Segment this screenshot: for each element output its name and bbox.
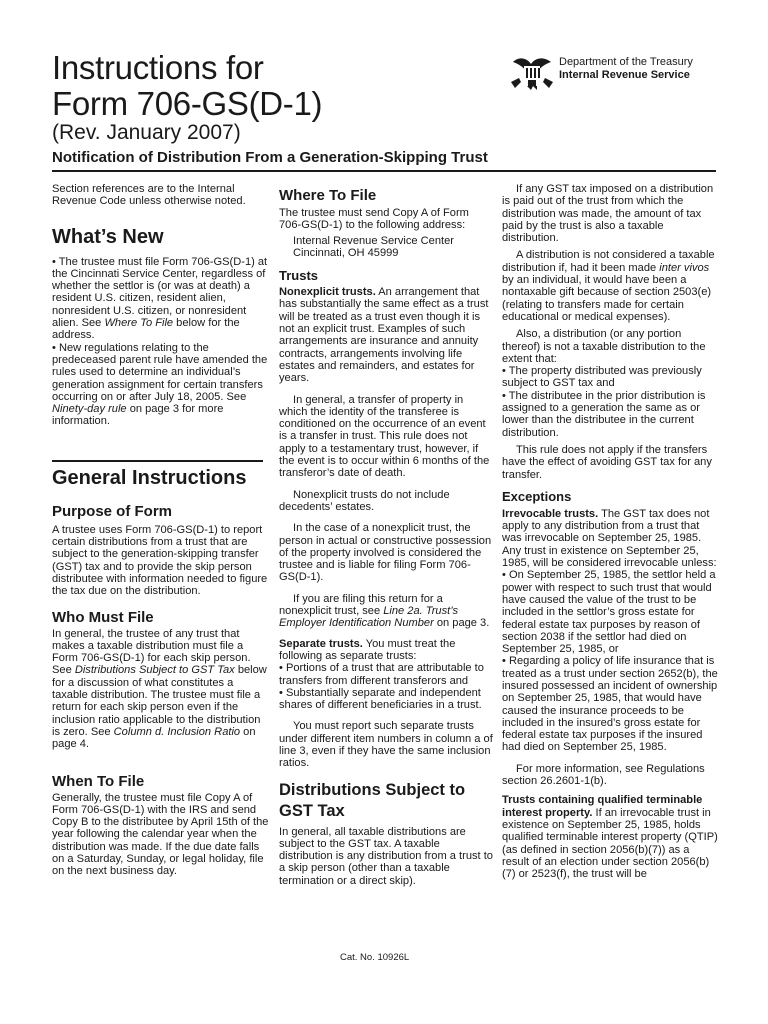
whats-new-item-2: • New regulations relating to the predeceased parent rule have amended the rules used to determine an individual’s generation assignment for certain transfers occurring on or after July 18, 2005. See Ninety-day rule on page 3 for more information. bbox=[52, 341, 268, 428]
purpose-heading: Purpose of Form bbox=[52, 502, 173, 520]
when-to-file-text: Generally, the trustee must file Copy A of Form 706-GS(D-1) with the IRS and send Copy B to the distributee by April 15th of the year following the calendar year when the distribution was made. If the due date falls on a Saturday, Sunday, or legal holiday, file on the next business day. bbox=[52, 791, 269, 878]
distributions-subject-text: In general, all taxable distributions are subject to the GST tax. A taxable distribution is any distribution from a trust to a skip person (other than a taxable termination or a direct skip). bbox=[279, 825, 493, 887]
address-line-1: Internal Revenue Service Center bbox=[293, 234, 454, 247]
exceptions-heading: Exceptions bbox=[502, 488, 572, 504]
more-information-text: For more information, see Regulations section 26.2601-1(b). bbox=[502, 762, 705, 788]
column-middle bbox=[279, 187, 494, 887]
not-taxable-distribution-text: A distribution is not considered a taxable distribution if, had it been made inter vivos by an individual, it would have been a nontaxable gift because of section 2503(e) (relating to transfers made for certain educational or medical expenses). bbox=[502, 249, 715, 323]
column-left bbox=[52, 183, 269, 878]
intro-text: Section references are to the Internal Revenue Code unless otherwise noted. bbox=[52, 183, 246, 208]
form-subtitle: Notification of Distribution From a Generation-Skipping Trust bbox=[52, 149, 488, 166]
general-instructions-heading: General Instructions bbox=[52, 466, 247, 489]
address-line-2: Cincinnati, OH 45999 bbox=[293, 246, 399, 259]
where-to-file-text: The trustee must send Copy A of Form 706-GS(D-1) to the following address: bbox=[279, 207, 469, 232]
column-right bbox=[502, 183, 718, 880]
irs-eagle-logo-icon bbox=[509, 52, 555, 92]
page-title-line2: Form 706-GS(D-1) bbox=[52, 85, 323, 122]
irrevocable-trusts-text: Irrevocable trusts. The GST tax does not apply to any distribution from a trust that was irrevocable on September 25, 1985. Any trust in existence on September 25, 1985, will be considered irrevocable unless: bbox=[502, 507, 717, 570]
nonexplicit-trusts-text: Nonexplicit trusts. An arrangement that has substantially the same effect as a trust will be treated as a trust even though it is not an explicit trust. Examples of such arrangements are insurance and annuity contracts, arrangements involving life estates and remainders, and estates for years. bbox=[279, 286, 489, 385]
whats-new-item-1: • The trustee must file Form 706-GS(D-1) at the Cincinnati Service Center, regardless of whether the settlor is (or was at death) a resident U.S. citizen, resident alien, nonresident U.S. citizen, or nonresident alien. See Where To File below for the address. bbox=[52, 255, 268, 342]
separate-trusts-text: Separate trusts. You must treat the following as separate trusts: bbox=[279, 637, 456, 662]
separate-trusts-item-1: • Portions of a trust that are attributable to transfers from different transferors and bbox=[279, 662, 484, 687]
qtip-trusts-text: Trusts containing qualified terminable interest property. If an irrevocable trust in existence on September 25, 1985, holds qualified terminable interest property (QTIP) (as defined in section 2056(b)(7)) as a result of an election under section 2056(b)(7) or 2523(f), the trust will be bbox=[502, 794, 718, 881]
when-to-file-heading: When To File bbox=[52, 772, 145, 790]
rule-not-apply-text: This rule does not apply if the transfers have the effect of avoiding GST tax for any transfer. bbox=[502, 443, 712, 481]
revision-date: (Rev. January 2007) bbox=[52, 121, 241, 144]
department-name: Department of the Treasury bbox=[559, 56, 693, 68]
exceptions-item-1: • On September 25, 1985, the settlor held a power with respect to such trust that would have caused the value of the trust to be included in the settlor’s gross estate for federal estate tax purposes by reason of section 2038 if the settlor had died on September 25, 1985, or bbox=[502, 569, 716, 656]
where-to-file-heading: Where To File bbox=[279, 187, 377, 204]
decedents-estates-text: Nonexplicit trusts do not include decedents’ estates. bbox=[279, 488, 450, 513]
separate-trusts-report-text: You must report such separate trusts under different item numbers in column a of line 3, even if they have the same inclusion ratios. bbox=[279, 720, 493, 770]
also-item-1: • The property distributed was previously subject to GST tax and bbox=[502, 365, 702, 390]
purpose-text: A trustee uses Form 706-GS(D-1) to report certain distributions from a trust that are subject to the generation-skipping transfer (GST) tax and to provide the skip person distributee with information needed to figure the tax due on the distribution. bbox=[52, 523, 268, 598]
also-distribution-text: Also, a distribution (or any portion thereof) is not a taxable distribution to the extent that: bbox=[502, 328, 706, 365]
exceptions-item-2: • Regarding a policy of life insurance that is treated as a trust under section 2652(b), the insured possessed an incident of ownership on September 25, 1985, that would have caused the insurance proceeds to be included in the insured’s gross estate for federal estate tax purposes if the insured had died on September 25, 1985. bbox=[502, 655, 718, 754]
header-divider bbox=[52, 170, 716, 172]
catalog-number: Cat. No. 10926L bbox=[340, 952, 410, 963]
distributions-subject-heading: Distributions Subject to GST Tax bbox=[279, 780, 466, 820]
gst-tax-imposed-text: If any GST tax imposed on a distribution is paid out of the trust from which the distribution was made, the amount of tax paid by the trust is also a taxable distribution. bbox=[502, 183, 714, 245]
also-item-2: • The distributee in the prior distribution is assigned to a generation the same as or lower than the distributee in the current distribution. bbox=[502, 389, 706, 439]
agency-name: Internal Revenue Service bbox=[559, 69, 690, 81]
separate-trusts-item-2: • Substantially separate and independent shares of different beneficiaries in a trust. bbox=[279, 686, 482, 712]
trusts-heading: Trusts bbox=[279, 268, 319, 284]
who-must-file-heading: Who Must File bbox=[52, 608, 154, 626]
whats-new-heading: What’s New bbox=[52, 225, 164, 248]
filing-nonexplicit-text: If you are filing this return for a nonexplicit trust, see Line 2a. Trust’s Employer Identification Number on page 3. bbox=[279, 592, 490, 630]
transfer-in-trust-text: In general, a transfer of property in which the identity of the transferee is conditioned on the occurrence of an event is a transfer in trust. This rule does not apply to a testamentary trust, however, if the event is to occur within 6 months of the transferor’s date of death. bbox=[279, 393, 490, 480]
possession-text: In the case of a nonexplicit trust, the person in actual or constructive possession of the property involved is considered the trustee and is liable for filing Form 706-GS(D-1). bbox=[279, 522, 492, 584]
page-title-line1: Instructions for bbox=[52, 49, 264, 86]
who-must-file-text: In general, the trustee of any trust that makes a taxable distribution must file a Form 706-GS(D-1) for each skip person. See Distributions Subject to GST Tax below for a discussion of what constitutes a taxable distribution. The trustee must file a return for each skip person even if the inclusion ratio applicable to the distribution is zero. See Column d. Inclusion Ratio on page 4. bbox=[52, 627, 267, 751]
